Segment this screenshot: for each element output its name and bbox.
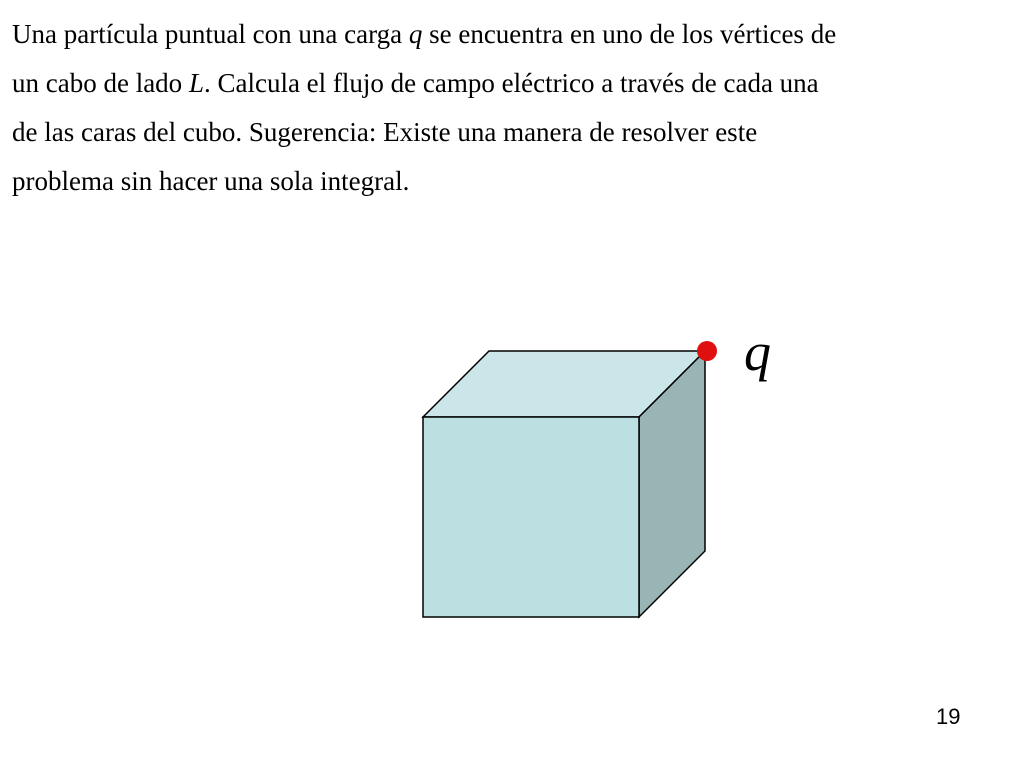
text-segment: un cabo de lado bbox=[12, 68, 189, 98]
point-charge bbox=[697, 341, 717, 361]
text-segment: . Calcula el flujo de campo eléctrico a través de cada una bbox=[203, 68, 819, 98]
text-segment: problema sin hacer una sola integral. bbox=[12, 166, 410, 196]
text-segment: Una partícula puntual con una carga bbox=[12, 19, 409, 49]
page-number: 19 bbox=[936, 704, 961, 729]
math-variable: L bbox=[188, 68, 204, 98]
text-segment: de las caras del cubo. Sugerencia: Existe una manera de resolver este bbox=[12, 117, 758, 147]
cube-front-face bbox=[423, 417, 639, 617]
text-segment: se encuentra en uno de los vértices de bbox=[422, 19, 837, 49]
math-variable: q bbox=[408, 19, 423, 49]
charge-label: q bbox=[744, 322, 771, 382]
